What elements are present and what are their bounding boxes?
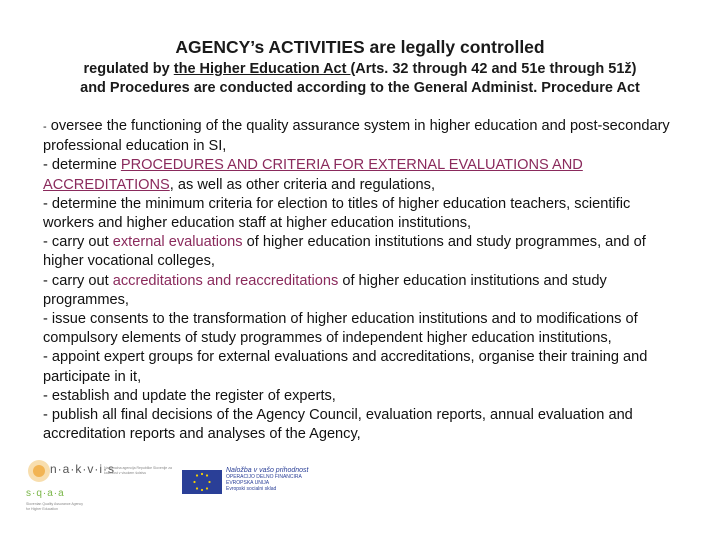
- external-evaluations-highlight: external evaluations: [112, 234, 243, 251]
- activity-item-5-prefix: - carry out: [43, 272, 113, 289]
- eu-line1: OPERACIJO DELNO FINANCIRA EVROPSKA UNIJA: [226, 474, 302, 486]
- footer-logos: [22, 458, 322, 528]
- accreditations-highlight: accreditations and reaccreditations: [112, 272, 339, 289]
- activity-item-4: [43, 234, 646, 269]
- activity-item-5-suffix: of higher education institutions and study programmes,: [43, 272, 607, 308]
- activity-item-9: - publish all final decisions of the Agency Council, evaluation reports, annual evaluation and accreditation reports and analyses of the Agency,: [43, 407, 633, 443]
- subtitle-line2: and Procedures are conducted according to the General Administ. Procedure Act: [80, 80, 640, 96]
- bullet-dash: -: [43, 121, 47, 133]
- activities-list: [43, 117, 683, 444]
- nakvis-logo-subtext: Nacionalna agencija Republike Slovenije za kakovost v visokem šolstvu: [104, 466, 172, 475]
- eu-flag-icon: [182, 470, 222, 494]
- activity-item-7: - appoint expert groups for external evaluations and accreditations, organise their training and participate in it,: [43, 349, 648, 385]
- eu-slogan: Naložba v vašo prihodnost: [226, 467, 309, 474]
- subtitle-prefix: regulated by: [83, 61, 174, 77]
- sqaa-logo-subtext: Slovenian Quality Assurance Agency for Higher Education: [26, 502, 84, 511]
- activity-item-1: oversee the functioning of the quality assurance system in higher education and post-secondary professional education in SI,: [43, 118, 670, 155]
- activity-item-3: - determine the minimum criteria for election to titles of higher education teachers, scientific workers and higher education staff at higher education institutions,: [43, 195, 631, 232]
- nakvis-logo-icon: [26, 458, 52, 484]
- activity-item-5: [43, 273, 607, 308]
- activity-item-2-prefix: - determine: [43, 157, 121, 174]
- activity-item-2: [43, 157, 583, 192]
- procedures-criteria-link[interactable]: PROCEDURES AND CRITERIA FOR EXTERNAL EVALUATIONS AND ACCREDITATIONS: [43, 157, 583, 193]
- eu-line2: Evropski socialni sklad: [226, 486, 277, 492]
- eu-funding-text: [226, 468, 316, 492]
- activity-item-4-suffix: of higher education institutions and study programmes, and of higher vocational colleges,: [43, 234, 646, 270]
- activity-item-2-suffix: , as well as other criteria and regulations,: [169, 176, 436, 193]
- activity-item-8: - establish and update the register of experts,: [43, 387, 336, 404]
- sqaa-logo-text: s·q·a·a: [26, 488, 65, 499]
- higher-education-act-link[interactable]: the Higher Education Act: [173, 61, 351, 77]
- nakvis-logo-text: n·a·k·v·i·s: [50, 462, 115, 476]
- activity-item-4-prefix: - carry out: [43, 234, 113, 251]
- activity-item-6: - issue consents to the transformation of higher education institutions and to modifications of compulsory elements of study programmes of independent higher education institutions,: [43, 311, 638, 347]
- page-title: AGENCY’s ACTIVITIES are legally controlled: [175, 37, 545, 57]
- subtitle: [20, 60, 700, 98]
- subtitle-suffix: (Arts. 32 through 42 and 51e through 51ž): [350, 61, 637, 77]
